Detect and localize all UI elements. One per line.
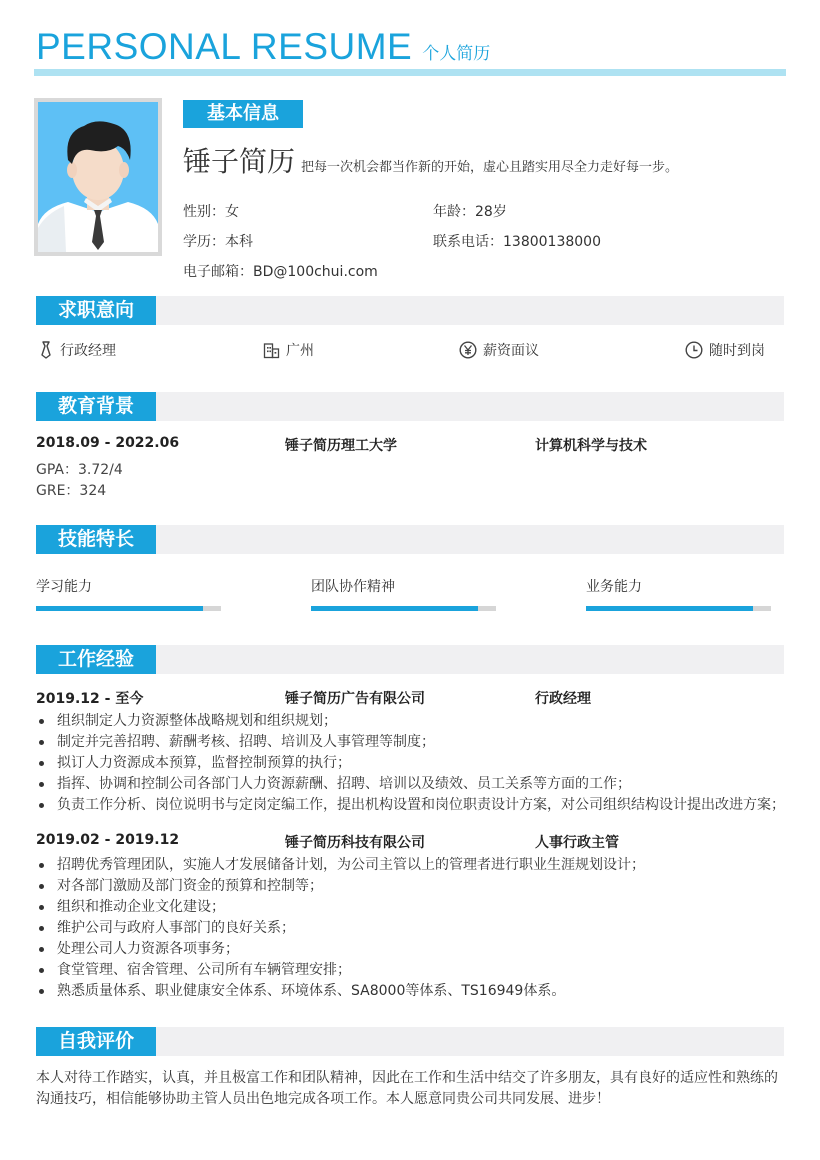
intent-city [263, 340, 314, 360]
degree: 学历：本科 [183, 234, 253, 250]
list-item: 处理公司人力资源各项事务； [36, 939, 645, 960]
yen-icon [459, 341, 477, 359]
list-item: 组织制定人力资源整体战略规划和组织规划； [36, 711, 785, 732]
section-title-intent: 求职意向 [36, 296, 156, 325]
intent-salary [459, 340, 539, 360]
list-item: 组织和推动企业文化建设； [36, 897, 645, 918]
job-title: 人事行政主管 [535, 835, 619, 851]
education-gpa: GPA：3.72/4 [36, 462, 123, 478]
list-item: 熟悉质量体系、职业健康安全体系、环境体系、SA8000等体系、TS16949体系。 [36, 981, 645, 1002]
intent-availability-label: 随时到岗 [709, 343, 765, 359]
job-period: 2019.12 - 至今 [36, 691, 144, 707]
avatar [34, 98, 162, 256]
intent-salary-label: 薪资面议 [483, 343, 539, 359]
skill-label: 团队协作精神 [311, 579, 395, 595]
age: 年龄：28岁 [433, 204, 507, 220]
list-item: 招聘优秀管理团队，实施人才发展储备计划，为公司主管以上的管理者进行职业生涯规划设计； [36, 855, 645, 876]
skill-bar [586, 606, 771, 611]
section-title-skills: 技能特长 [36, 525, 156, 554]
skill-bar-fill [586, 606, 753, 611]
section-title-self: 自我评价 [36, 1027, 156, 1056]
self-evaluation-text: 本人对待工作踏实，认真，并且极富工作和团队精神，因此在工作和生活中结交了许多朋友，具有良好的适应性和熟练的沟通技巧，相信能够协助主管人员出色地完成各项工作。本人愿意同贵公司共同发展、进步！ [36, 1070, 778, 1107]
candidate-motto: 把每一次机会都当作新的开始，虚心且踏实用尽全力走好每一步。 [301, 160, 679, 175]
job-company: 锤子简历广告有限公司 [285, 691, 425, 707]
clock-icon [685, 341, 703, 359]
education-gre: GRE：324 [36, 483, 107, 499]
list-item: 对各部门激励及部门资金的预算和控制等； [36, 876, 645, 897]
intent-city-label: 广州 [286, 343, 314, 359]
name-row [183, 140, 678, 180]
title-english: PERSONAL RESUME [36, 26, 413, 67]
job-company: 锤子简历科技有限公司 [285, 835, 425, 851]
skill-label: 业务能力 [586, 579, 642, 595]
intent-availability [685, 340, 765, 360]
education-period: 2018.09 - 2022.06 [36, 435, 180, 451]
resume-title [36, 26, 490, 68]
list-item: 食堂管理、宿舍管理、公司所有车辆管理安排； [36, 960, 645, 981]
phone: 联系电话：13800138000 [433, 234, 601, 250]
tie-icon [38, 341, 54, 359]
education-school: 锤子简历理工大学 [285, 438, 397, 454]
list-item: 指挥、协调和控制公司各部门人力资源薪酬、招聘、培训以及绩效、员工关系等方面的工作； [36, 774, 785, 795]
education-major: 计算机科学与技术 [535, 438, 647, 454]
job-period: 2019.02 - 2019.12 [36, 832, 180, 848]
list-item: 维护公司与政府人事部门的良好关系； [36, 918, 645, 939]
list-item: 制定并完善招聘、薪酬考核、招聘、培训及人事管理等制度； [36, 732, 785, 753]
skill-bar-fill [311, 606, 478, 611]
intent-position [38, 340, 116, 360]
list-item: 拟订人力资源成本预算，监督控制预算的执行； [36, 753, 785, 774]
skill-label: 学习能力 [36, 579, 92, 595]
basic-info-tag: 基本信息 [183, 100, 303, 128]
job-duties-list [36, 711, 785, 816]
title-underline [34, 69, 786, 76]
email: 电子邮箱：BD@100chui.com [183, 264, 378, 280]
intent-position-label: 行政经理 [60, 343, 116, 359]
candidate-name: 锤子简历 [183, 145, 296, 178]
section-title-education: 教育背景 [36, 392, 156, 421]
section-title-work: 工作经验 [36, 645, 156, 674]
avatar-illustration [38, 102, 158, 252]
list-item: 负责工作分析、岗位说明书与定岗定编工作，提出机构设置和岗位职责设计方案，对公司组织结构设计提出改进方案； [36, 795, 785, 816]
title-chinese: 个人简历 [422, 44, 491, 64]
job-title: 行政经理 [535, 691, 591, 707]
building-icon [263, 342, 280, 359]
skill-bar [311, 606, 496, 611]
skill-bar [36, 606, 221, 611]
job-duties-list [36, 855, 645, 1002]
gender: 性别：女 [183, 204, 239, 220]
skill-bar-fill [36, 606, 203, 611]
